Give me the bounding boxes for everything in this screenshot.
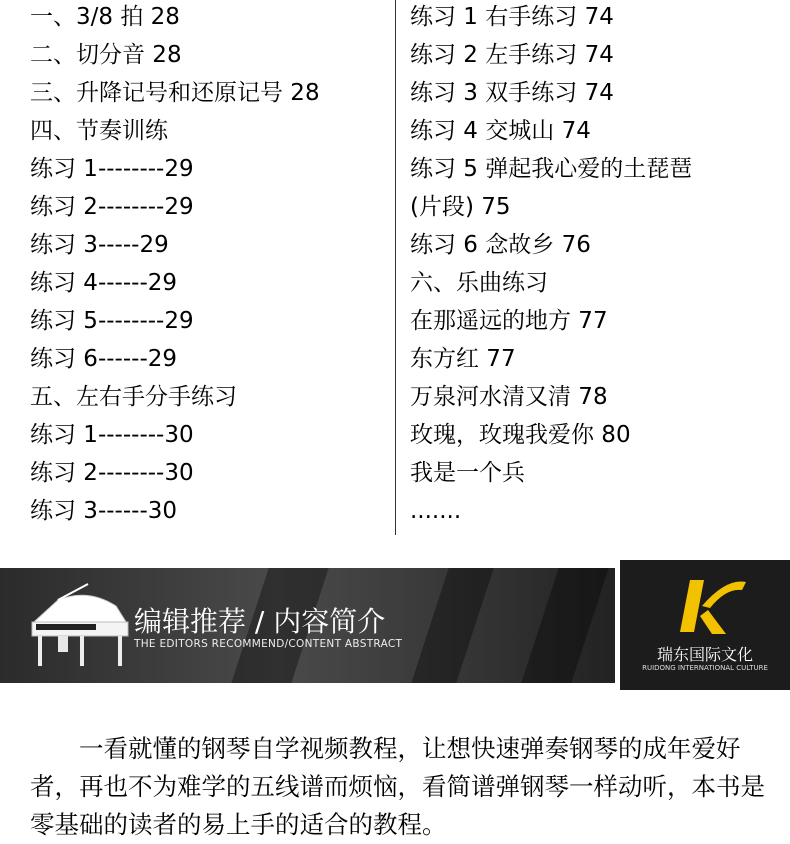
toc-entry: 一、3/8 拍 28 [30, 4, 180, 30]
toc-section-heading: 四、节奏训练 [30, 118, 168, 144]
toc-entry: 三、升降记号和还原记号 28 [30, 80, 320, 106]
banner-subtitle: THE EDITORS RECOMMEND/CONTENT ABSTRACT [134, 638, 403, 650]
toc-section-heading: 六、乐曲练习 [410, 270, 548, 296]
intro-paragraph: 一看就懂的钢琴自学视频教程，让想快速弹奏钢琴的成年爱好者，再也不为难学的五线谱而烦恼，看简谱弹钢琴一样动听，本书是零基础的读者的易上手的适合的教程。 [30, 734, 765, 839]
toc-entry: 玫瑰，玫瑰我爱你 80 [410, 422, 631, 448]
piano-key-shadow [411, 568, 493, 683]
toc-entry: 练习 2 左手练习 74 [410, 42, 614, 68]
toc-entry: 我是一个兵 [410, 460, 525, 486]
toc-entry: 练习 3------30 [30, 498, 178, 524]
brand-name-en: RUIDONG INTERNATIONAL CULTURE [642, 664, 768, 672]
toc-entry: 在那遥远的地方 77 [410, 308, 608, 334]
toc-entry: 练习 2--------30 [30, 460, 194, 486]
brand-box [620, 560, 790, 690]
toc-entry: 二、切分音 28 [30, 42, 182, 68]
grand-piano-icon [28, 582, 132, 674]
toc-entry: 万泉河水清又清 78 [410, 384, 608, 410]
toc-entry: 练习 6 念故乡 76 [410, 232, 591, 258]
toc-entry: 练习 5--------29 [30, 308, 194, 334]
toc-entry: 练习 1--------30 [30, 422, 194, 448]
brand-name: 瑞东国际文化 [656, 645, 753, 664]
toc-entry: 练习 2--------29 [30, 194, 194, 220]
toc-left-column [30, 0, 385, 532]
toc-entry: (片段) 75 [410, 194, 511, 220]
toc-entry: 练习 4------29 [30, 270, 178, 296]
toc-entry: 练习 1--------29 [30, 156, 194, 182]
toc-entry: 练习 4 交城山 74 [410, 118, 591, 144]
toc-entry: 练习 5 弹起我心爱的土琵琶 [410, 156, 693, 182]
toc-entry: 练习 3-----29 [30, 232, 169, 258]
column-divider [395, 0, 396, 535]
toc-entry: 练习 6------29 [30, 346, 178, 372]
toc-entry: 练习 3 双手练习 74 [410, 80, 614, 106]
ruidong-k-logo-icon [668, 572, 748, 642]
banner-title: 编辑推荐 / 内容简介 [134, 605, 386, 638]
toc-section-heading: 五、左右手分手练习 [30, 384, 237, 410]
toc-right-column [410, 0, 780, 532]
toc-ellipsis: ....... [410, 498, 462, 524]
toc-entry: 练习 1 右手练习 74 [410, 4, 614, 30]
piano-key-shadow [521, 568, 608, 683]
toc-entry: 东方红 77 [410, 346, 516, 372]
